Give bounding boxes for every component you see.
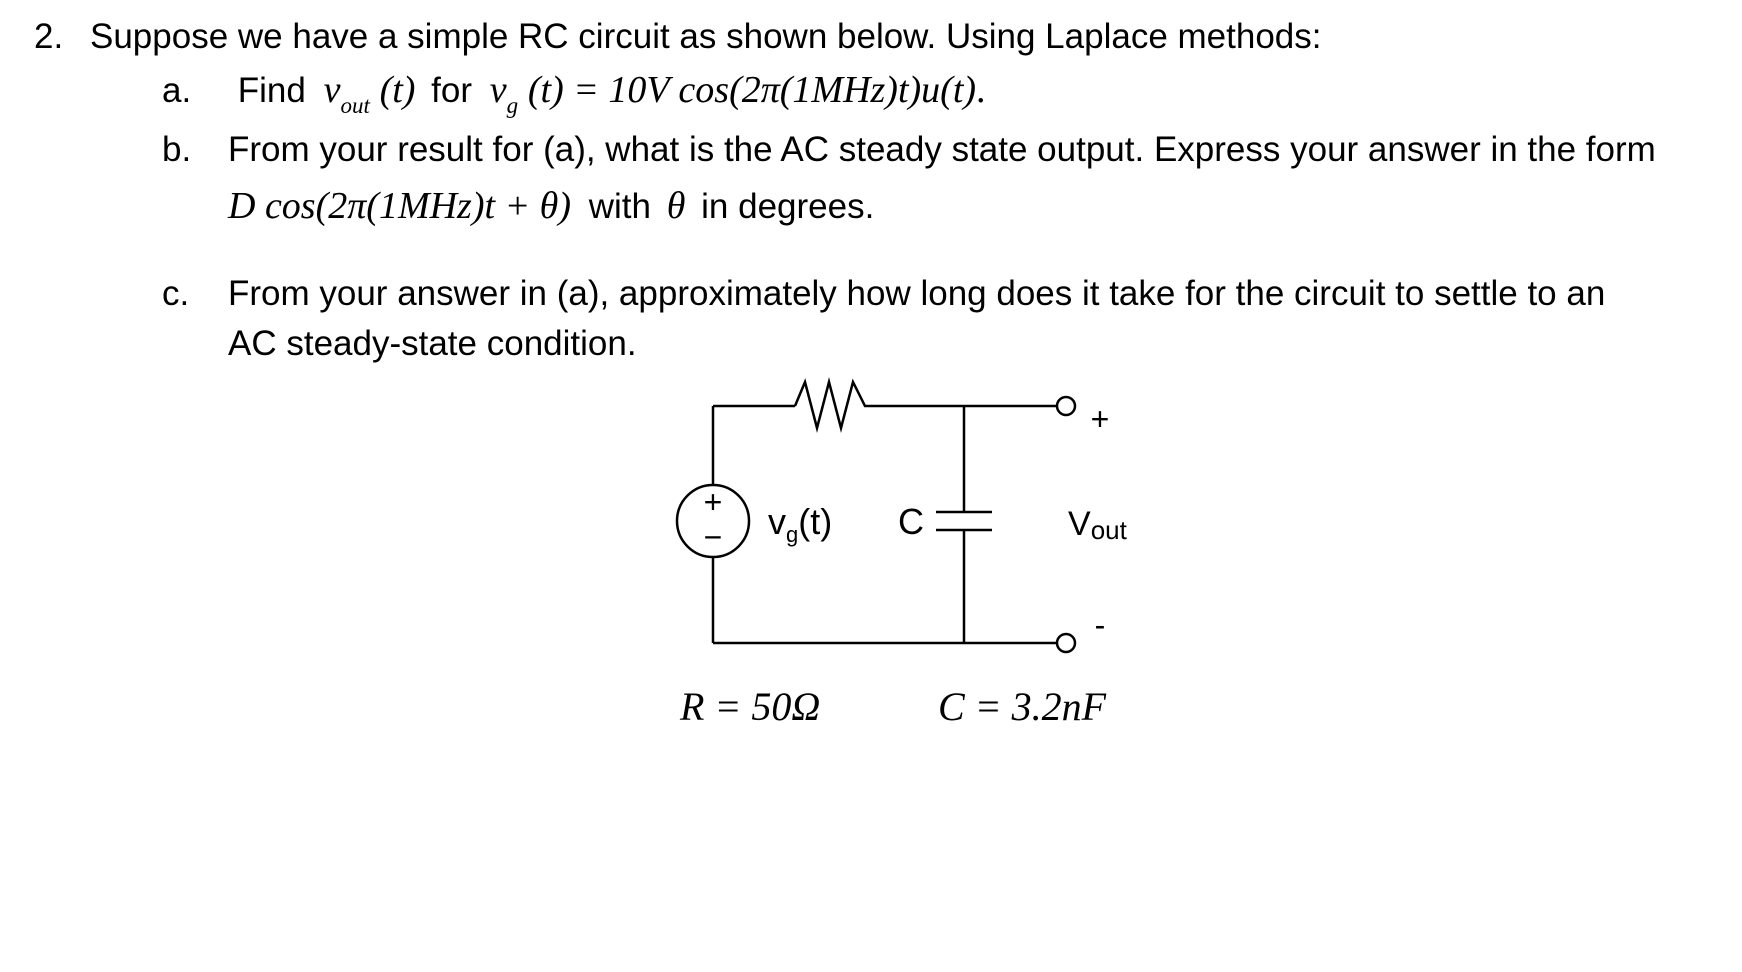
part-c-text1: From your answer in (a), approximately how long does it take for the circuit to settle to an (228, 274, 1606, 313)
part-c-label: c. (162, 274, 190, 313)
source-label (768, 501, 832, 547)
output-label-v: V (1068, 505, 1091, 543)
resistor-symbol (795, 382, 884, 428)
part-a-vout-arg: (t) (379, 69, 416, 111)
part-c-text2: AC steady-state condition. (228, 324, 637, 363)
output-minus-sign: - (1094, 607, 1106, 643)
part-a-for: for (431, 71, 473, 110)
part-a-vout-sub: out (340, 93, 370, 118)
problem-text: Suppose we have a simple RC circuit as shown below. Using Laplace methods: (90, 17, 1322, 56)
part-b-with: with (588, 187, 651, 226)
resistor-value: R = 50Ω (680, 684, 821, 729)
capacitor-label: C (898, 501, 924, 542)
part-b-theta: θ (666, 185, 686, 227)
part-a-vg-expr: (t) = 10V cos(2π(1MHz)t)u(t) (527, 69, 977, 111)
source-label-sub: g (786, 522, 799, 547)
capacitor-value: C = 3.2nF (938, 684, 1107, 729)
part-a-vg-var: v (489, 69, 507, 111)
part-b-text: From your result for (a), what is the AC steady state output. Express your answer in the form (228, 130, 1656, 169)
part-a-suffix: . (976, 69, 986, 111)
part-b-math: D cos(2π(1MHz)t + θ) (228, 185, 572, 227)
output-plus-sign: + (1090, 401, 1110, 437)
part-a-vg-sub: g (506, 93, 519, 118)
source-minus-sign: − (703, 519, 723, 555)
source-label-tail: (t) (798, 501, 833, 542)
part-b-suffix: in degrees. (701, 187, 875, 226)
part-a-label: a. (162, 71, 192, 110)
source-plus-sign: + (703, 484, 723, 520)
output-terminal-top (1057, 397, 1075, 415)
part-a-prefix: Find (237, 71, 306, 110)
output-terminal-bottom (1057, 634, 1075, 652)
problem-number: 2. (34, 17, 64, 56)
source-label-v: v (768, 501, 786, 542)
part-a-vout-var: v (323, 69, 341, 111)
part-b-label: b. (162, 130, 192, 169)
output-label (1068, 505, 1128, 545)
output-label-sub: out (1090, 515, 1127, 545)
